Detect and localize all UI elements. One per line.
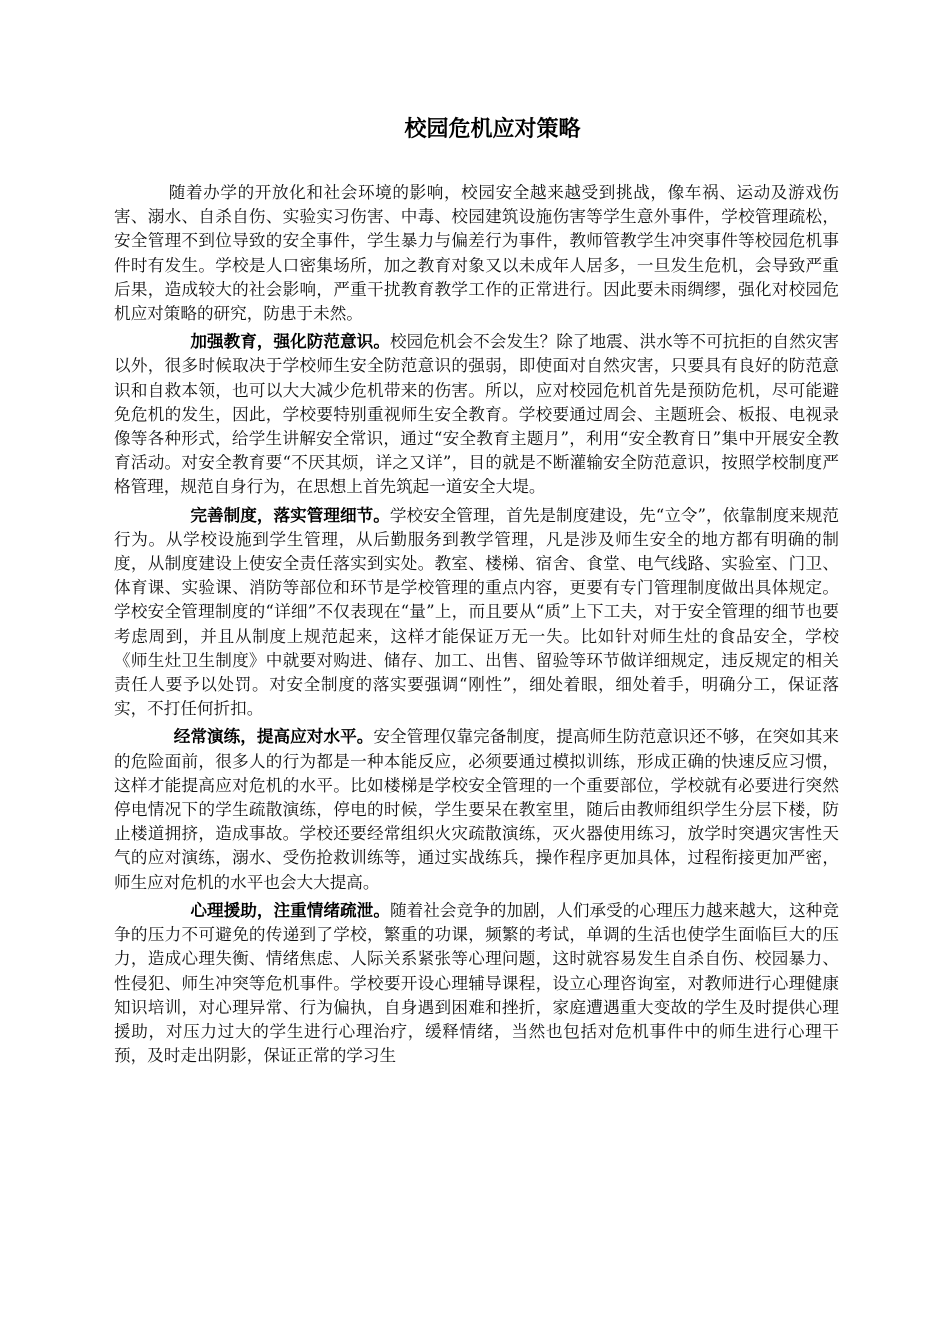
paragraph-text: 安全管理仅靠完备制度，提高师生防范意识还不够，在突如其来的危险面前，很多人的行为都是一种本能反应，必须要通过模拟训练，形成正确的快速反应习惯，这样才能提高应对危机的水平。比如楼梯是学校安全管理的一个重要部位，学校就有必要进行突然停电情况下的学生疏散演练，停电的时候，学生要呆在教室里，随后由教师组织学生分层下楼，防止楼道拥挤，造成事故。学校还要经常组织火灾疏散演练，灭火器使用练习，放学时突遇灾害性天气的应对演练，溺水、受伤抢救训练等，通过实战练兵，操作程序更加具体，过程衔接更加严密，师生应对危机的水平也会大大提高。 <box>114 727 840 892</box>
paragraph-lead: 经常演练，提高应对水平。 <box>173 726 374 747</box>
document-body <box>114 180 839 1068</box>
paragraph-drill <box>114 724 839 894</box>
paragraph-lead: 完善制度，落实管理细节。 <box>190 504 390 525</box>
paragraph-text: 学校安全管理，首先是制度建设，先“立令”，依靠制度来规范行为。从学校设施到学生管理，从后勤服务到教学管理，凡是涉及师生安全的地方都有明确的制度，从制度建设上使安全责任落实到实处。教室、楼梯、宿舍、食堂、电气线路、实验室、门卫、体育课、实验课、消防等部位和环节是学校管理的重点内容，更要有专门管理制度做出具体规定。学校安全管理制度的“详细”不仅表现在“量”上，而且要从“质”上下工夫，对于安全管理的细节也要考虑周到，并且从制度上规范起来，这样才能保证万无一失。比如针对师生灶的食品安全，学校《师生灶卫生制度》中就要对购进、储存、加工、出售、留验等环节做详细规定，违反规定的相关责任人要予以处罚。对安全制度的落实要强调“刚性”，细处着眼，细处着手，明确分工，保证落实，不打任何折扣。 <box>114 505 839 719</box>
paragraph-education <box>114 329 839 499</box>
paragraph-lead: 加强教育，强化防范意识。 <box>190 331 390 352</box>
paragraph-text: 校园危机会不会发生？除了地震、洪水等不可抗拒的自然灾害以外，很多时候取决于学校师生安全防范意识的强弱，即使面对自然灾害，只要具有良好的防范意识和自救本领，也可以大大减少危机带来的伤害。所以，应对校园危机首先是预防危机，尽可能避免危机的发生，因此，学校要特别重视师生安全教育。学校要通过周会、主题班会、板报、电视录像等各种形式，给学生讲解安全常识，通过“安全教育主题月”，利用“安全教育日”集中开展安全教育活动。对安全教育要“不厌其烦，详之又详”，目的就是不断灌输安全防范意识，按照学校制度严格管理，规范自身行为，在思想上首先筑起一道安全大堤。 <box>114 332 839 497</box>
paragraph-system <box>114 503 839 722</box>
paragraph-text: 随着社会竞争的加剧，人们承受的心理压力越来越大，这种竞争的压力不可避免的传递到了学校，繁重的功课，频繁的考试，单调的生活也使学生面临巨大的压力，造成心理失衡、情绪焦虑、人际关系紧张等心理问题，这时就容易发生自杀自伤、校园暴力、性侵犯、师生冲突等危机事件。学校要开设心理辅导课程，设立心理咨询室，对教师进行心理健康知识培训，对心理异常、行为偏执，自身遇到困难和挫折，家庭遭遇重大变故的学生及时提供心理援助，对压力过大的学生进行心理治疗，缓释情绪，当然也包括对危机事件中的师生进行心理干预，及时走出阴影，保证正常的学习生 <box>114 900 839 1066</box>
document-title: 校园危机应对策略 <box>404 116 581 142</box>
paragraph-psychology <box>114 898 839 1068</box>
paragraph-intro <box>114 180 839 326</box>
paragraph-lead: 心理援助，注重情绪疏泄。 <box>190 899 390 920</box>
paragraph-text: 随着办学的开放化和社会环境的影响，校园安全越来越受到挑战，像车祸、运动及游戏伤害、溺水、自杀自伤、实验实习伤害、中毒、校园建筑设施伤害等学生意外事件，学校管理疏松，安全管理不到位导致的安全事件，学生暴力与偏差行为事件，教师管教学生冲突事件等校园危机事件时有发生。学校是人口密集场所，加之教育对象又以未成年人居多，一旦发生危机，会导致严重后果，造成较大的社会影响，严重干扰教育教学工作的正常进行。因此要未雨绸缪，强化对校园危机应对策略的研究，防患于未然。 <box>114 183 839 324</box>
